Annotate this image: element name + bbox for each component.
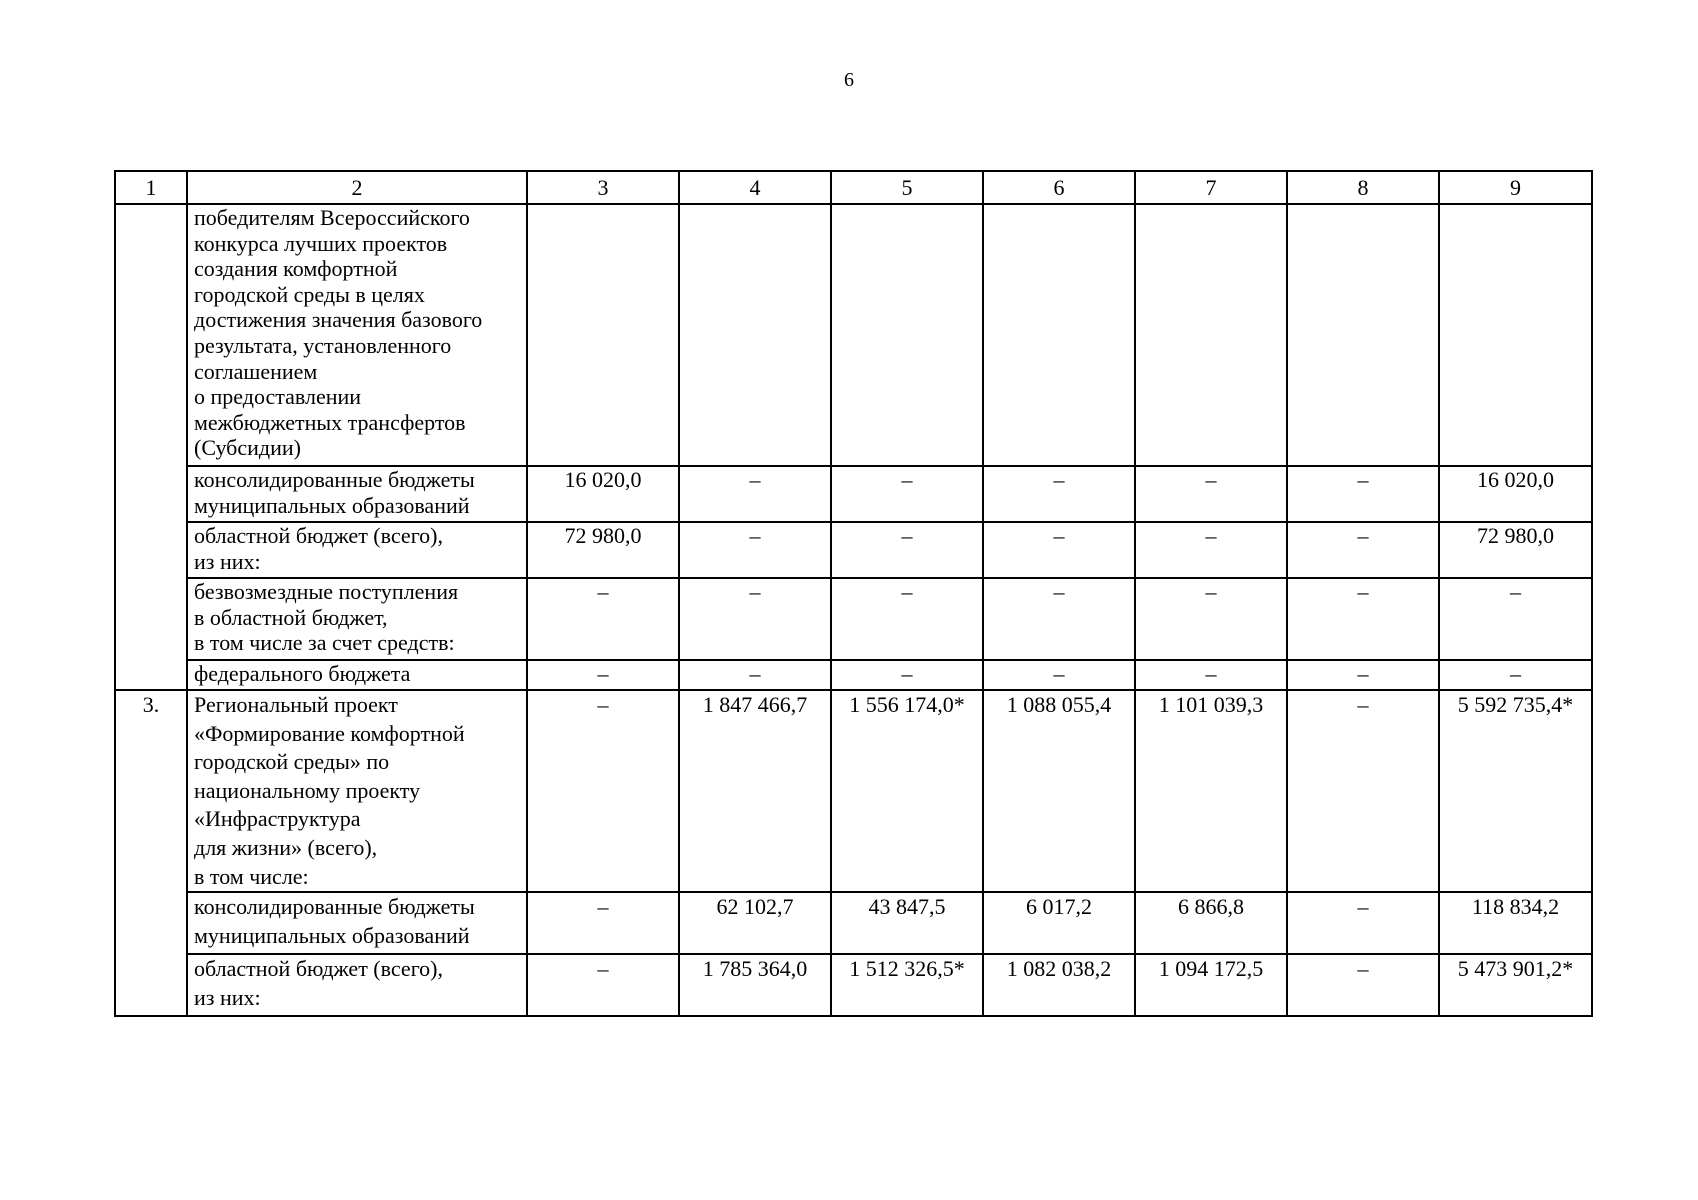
row-label-line: областной бюджет (всего), [194, 956, 443, 982]
row-index: 3. [142, 692, 160, 717]
row-index-cell [115, 690, 187, 1016]
row-label-line: федерального бюджета [194, 661, 411, 686]
header-cell: 1 [115, 171, 187, 204]
value-cell: – [679, 522, 831, 578]
page-number: 6 [844, 69, 854, 91]
header-cell: 7 [1135, 171, 1287, 204]
value-cell: 6 017,2 [983, 892, 1135, 954]
row-label [187, 660, 527, 690]
value-cell [831, 204, 983, 466]
value-cell: – [1287, 660, 1439, 690]
row-label [187, 954, 527, 1016]
value-cell: – [1439, 578, 1592, 660]
row-label-line: областной бюджет (всего), [194, 523, 443, 548]
value-cell: 5 592 735,4* [1439, 690, 1592, 892]
budget-table [114, 170, 1593, 1017]
value-cell: 16 020,0 [1439, 466, 1592, 522]
value-cell: 1 556 174,0* [831, 690, 983, 892]
row-label [187, 466, 527, 522]
header-cell: 2 [187, 171, 527, 204]
value-cell: – [1287, 578, 1439, 660]
table-row [115, 466, 1592, 522]
value-cell: 1 101 039,3 [1135, 690, 1287, 892]
row-index-cell [115, 204, 187, 690]
value-cell: – [527, 690, 679, 892]
table-row [115, 522, 1592, 578]
value-cell: – [1287, 522, 1439, 578]
row-label-line: безвозмездные поступления [194, 579, 459, 604]
row-label-line: национальному проекту [194, 777, 421, 803]
value-cell: – [983, 522, 1135, 578]
row-label-line: в том числе за счет средств: [194, 630, 455, 656]
row-label [187, 690, 527, 892]
value-cell: – [1135, 522, 1287, 578]
header-cell: 9 [1439, 171, 1592, 204]
value-cell: – [983, 578, 1135, 660]
value-cell: 72 980,0 [1439, 522, 1592, 578]
value-cell [679, 204, 831, 466]
value-cell: – [1287, 690, 1439, 892]
row-label-line: муниципальных образований [194, 922, 470, 948]
row-label-line: межбюджетных трансфертов [194, 409, 466, 435]
value-cell: 1 082 038,2 [983, 954, 1135, 1016]
row-label [187, 578, 527, 660]
row-label-line: создания комфортной [194, 256, 398, 282]
value-cell: – [831, 522, 983, 578]
row-label-line: достижения значения базового [194, 307, 483, 333]
value-cell [1135, 204, 1287, 466]
row-label-line: консолидированные бюджеты [194, 467, 475, 492]
value-cell: 16 020,0 [527, 466, 679, 522]
value-cell: 1 094 172,5 [1135, 954, 1287, 1016]
header-cell: 6 [983, 171, 1135, 204]
value-cell: 5 473 901,2* [1439, 954, 1592, 1016]
row-label-line: соглашением [194, 358, 318, 384]
value-cell: – [527, 578, 679, 660]
table-row [115, 954, 1592, 1016]
table-row [115, 204, 1592, 466]
value-cell: 6 866,8 [1135, 892, 1287, 954]
header-cell: 5 [831, 171, 983, 204]
value-cell: – [1287, 954, 1439, 1016]
value-cell: 1 785 364,0 [679, 954, 831, 1016]
row-label-line: о предоставлении [194, 384, 362, 410]
row-label-line: из них: [194, 548, 261, 574]
row-label-line: из них: [194, 984, 261, 1010]
value-cell: – [983, 466, 1135, 522]
value-cell: 118 834,2 [1439, 892, 1592, 954]
value-cell: – [831, 660, 983, 690]
row-label-line: результата, установленного [194, 332, 452, 358]
value-cell: 62 102,7 [679, 892, 831, 954]
header-cell: 3 [527, 171, 679, 204]
value-cell: – [527, 892, 679, 954]
value-cell: – [527, 660, 679, 690]
value-cell: – [1287, 466, 1439, 522]
row-label [187, 204, 527, 466]
row-label-line: «Инфраструктура [194, 806, 361, 832]
row-label-line: (Субсидии) [194, 435, 301, 461]
value-cell: – [679, 660, 831, 690]
row-label-line: Региональный проект [194, 692, 398, 717]
value-cell: – [679, 578, 831, 660]
value-cell [527, 204, 679, 466]
value-cell: – [831, 578, 983, 660]
row-label-line: в том числе: [194, 863, 309, 889]
value-cell: – [1135, 466, 1287, 522]
row-label-line: муниципальных образований [194, 492, 470, 518]
value-cell: 1 512 326,5* [831, 954, 983, 1016]
header-cell: 8 [1287, 171, 1439, 204]
value-cell: – [1287, 892, 1439, 954]
table-row [115, 578, 1592, 660]
row-label-line: городской среды» по [194, 749, 390, 775]
row-label-line: победителям Всероссийского [194, 205, 470, 230]
row-label-line: консолидированные бюджеты [194, 894, 475, 920]
row-label-line: для жизни» (всего), [194, 834, 378, 860]
value-cell [983, 204, 1135, 466]
value-cell: – [679, 466, 831, 522]
row-label [187, 892, 527, 954]
value-cell [1439, 204, 1592, 466]
value-cell: 72 980,0 [527, 522, 679, 578]
header-cell: 4 [679, 171, 831, 204]
value-cell: 1 088 055,4 [983, 690, 1135, 892]
value-cell: – [1439, 660, 1592, 690]
row-label [187, 522, 527, 578]
value-cell: – [983, 660, 1135, 690]
row-label-line: в областной бюджет, [194, 604, 388, 630]
value-cell: – [1135, 660, 1287, 690]
table-row [115, 892, 1592, 954]
value-cell [1287, 204, 1439, 466]
value-cell: – [831, 466, 983, 522]
value-cell: – [1135, 578, 1287, 660]
row-label-line: городской среды в целях [194, 281, 425, 307]
value-cell: 1 847 466,7 [679, 690, 831, 892]
table-row [115, 690, 1592, 892]
header-row [115, 171, 1592, 204]
value-cell: – [527, 954, 679, 1016]
value-cell: 43 847,5 [831, 892, 983, 954]
row-label-line: конкурса лучших проектов [194, 230, 448, 256]
row-label-line: «Формирование комфортной [194, 720, 465, 746]
table-row [115, 660, 1592, 690]
